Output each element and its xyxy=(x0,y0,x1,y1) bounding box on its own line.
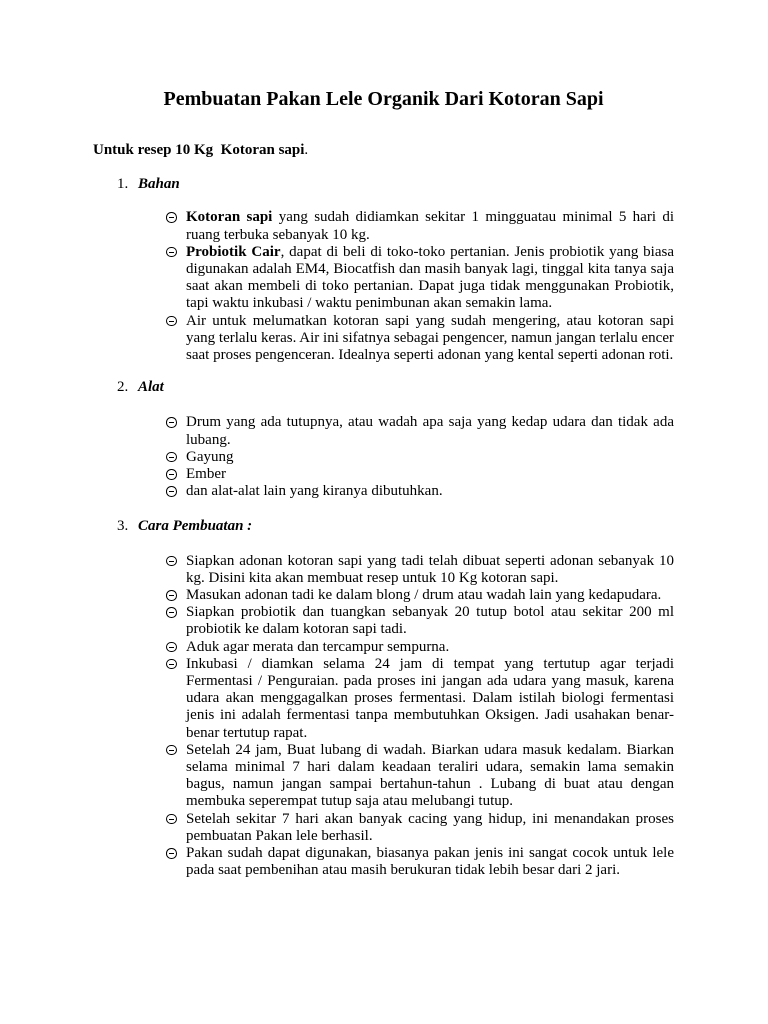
list-item xyxy=(166,483,674,500)
list-item xyxy=(166,742,674,811)
recipe-intro xyxy=(93,142,674,159)
list-item xyxy=(166,604,674,638)
list-item-text: Pakan sudah dapat digunakan, biasanya pakan jenis ini sangat cocok untuk lele pada saat pembenihan atau masih berukuran tidak lebih besar dari 2 jari. xyxy=(186,845,674,879)
list-item xyxy=(166,553,674,587)
list-item-text: Inkubasi / diamkan selama 24 jam di tempat yang tertutup agar terjadi Fermentasi / Penguraian. pada proses ini jangan ada udara yang masuk, karena udara akan menggagalkan proses fermentasi. Dalam istilah biologi fermentasi jenis ini adalah fermentasi tanpa membutuhkan Oksigen. Jadi usahakan benar-benar tertutup rapat. xyxy=(186,655,674,741)
list-item xyxy=(166,466,674,483)
circle-minus-bullet-icon xyxy=(166,483,186,500)
list-item-body: yang sudah didiamkan sekitar 1 mingguatau minimal 5 hari di ruang terbuka sebanyak 10 kg. xyxy=(186,209,674,243)
circle-minus-bullet-icon xyxy=(166,209,186,226)
list-item-text: Aduk agar merata dan tercampur sempurna. xyxy=(186,638,450,655)
list-item xyxy=(166,313,674,365)
section-number: 3. xyxy=(117,518,129,535)
bullet-list-cara-pembuatan xyxy=(166,553,674,880)
section-title: Alat xyxy=(138,379,164,396)
list-item xyxy=(166,209,674,243)
list-item-text xyxy=(186,244,674,313)
document-body xyxy=(93,88,674,879)
circle-minus-bullet-icon xyxy=(166,553,186,570)
list-item-text: Gayung xyxy=(186,448,234,465)
list-item-text: Siapkan adonan kotoran sapi yang tadi telah dibuat seperti adonan sebanyak 10 kg. Disini kita akan membuat resep untuk 10 Kg kotoran sapi. xyxy=(186,552,674,586)
list-item-text: Drum yang ada tutupnya, atau wadah apa saja yang kedap udara dan tidak ada lubang. xyxy=(186,414,674,448)
list-item-text: Setelah 24 jam, Buat lubang di wadah. Biarkan udara masuk kedalam. Biarkan selama minimal 7 hari dalam keadaan teraliri udara, semakin lama semakin bagus, namun jangan sampai bertahun-tahun . Lubang di buat atau dengan membuka seperempat tutup saja atau melubangi tutup. xyxy=(186,741,674,810)
section-heading-cara-pembuatan xyxy=(93,518,674,535)
circle-minus-bullet-icon xyxy=(166,244,186,261)
recipe-intro-period: . xyxy=(304,142,309,158)
list-item-text: Masukan adonan tadi ke dalam blong / drum atau wadah lain yang kedapudara. xyxy=(186,587,662,604)
circle-minus-bullet-icon xyxy=(166,742,186,759)
list-item xyxy=(166,449,674,466)
circle-minus-bullet-icon xyxy=(166,811,186,828)
list-item xyxy=(166,244,674,313)
document-title: Pembuatan Pakan Lele Organik Dari Kotoran Sapi xyxy=(163,88,604,110)
bullet-list-bahan xyxy=(166,209,674,364)
list-item-bold: Kotoran sapi xyxy=(186,209,273,226)
circle-minus-bullet-icon xyxy=(166,639,186,656)
list-item xyxy=(166,639,674,656)
circle-minus-bullet-icon xyxy=(166,449,186,466)
circle-minus-bullet-icon xyxy=(166,313,186,330)
list-item xyxy=(166,656,674,742)
list-item-text: Setelah sekitar 7 hari akan banyak cacing yang hidup, ini menandakan proses pembuatan Pakan lele berhasil. xyxy=(186,810,674,844)
circle-minus-bullet-icon xyxy=(166,466,186,483)
circle-minus-bullet-icon xyxy=(166,604,186,621)
list-item xyxy=(166,845,674,879)
section-title: Cara Pembuatan : xyxy=(138,518,253,535)
list-item xyxy=(166,587,674,604)
circle-minus-bullet-icon xyxy=(166,587,186,604)
circle-minus-bullet-icon xyxy=(166,845,186,862)
section-heading-bahan xyxy=(93,176,674,193)
list-item-bold: Probiotik Cair xyxy=(186,243,281,260)
list-item-text xyxy=(186,209,674,243)
list-item xyxy=(166,811,674,845)
section-title: Bahan xyxy=(138,176,180,193)
circle-minus-bullet-icon xyxy=(166,414,186,431)
list-item xyxy=(166,414,674,448)
bullet-list-alat xyxy=(166,414,674,500)
list-item-text: Air untuk melumatkan kotoran sapi yang sudah mengering, atau kotoran sapi yang terlalu keras. Air ini sifatnya sebagai pengencer, namun jangan terlalu encer saat proses pengenceran. Idealnya seperti adonan yang kental seperti adonan roti. xyxy=(186,312,674,364)
list-item-text: Ember xyxy=(186,466,226,483)
section-number: 1. xyxy=(117,176,129,193)
list-item-text: Siapkan probiotik dan tuangkan sebanyak 20 tutup botol atau sekitar 200 ml probiotik ke dalam kotoran sapi tadi. xyxy=(186,604,674,638)
list-item-body: , dapat di beli di toko-toko pertanian. Jenis probiotik yang biasa digunakan adalah EM4, Biocatfish dan masih banyak lagi, tinggal kita tanya saja saat akan membeli di toko pertanian. Dapat juga tidak menggunakan Probiotik, tapi waktu inkubasi / waktu penimbunan akan semakin lama. xyxy=(186,243,674,312)
list-item-text: dan alat-alat lain yang kiranya dibutuhkan. xyxy=(186,483,443,500)
section-heading-alat xyxy=(93,379,674,396)
section-number: 2. xyxy=(117,379,129,396)
recipe-intro-bold: Untuk resep 10 Kg Kotoran sapi xyxy=(93,142,305,158)
circle-minus-bullet-icon xyxy=(166,656,186,673)
